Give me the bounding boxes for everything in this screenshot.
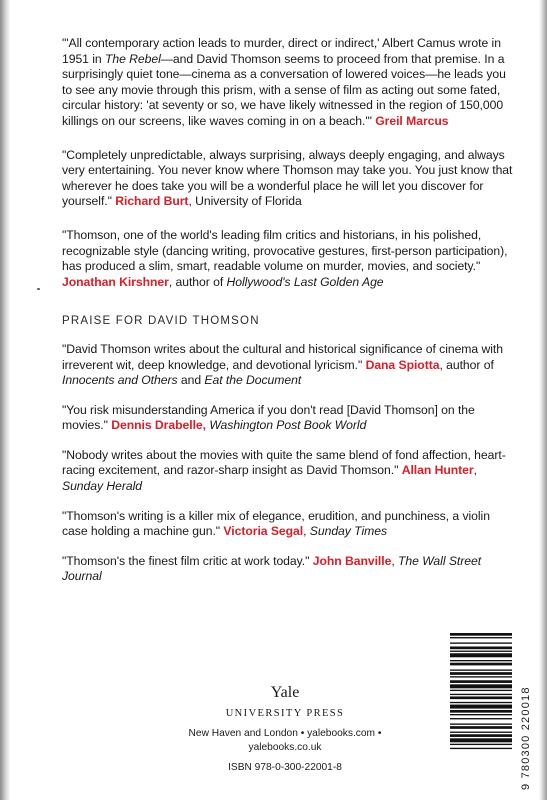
quote-text: and <box>177 373 205 388</box>
barcode-bar <box>450 744 512 745</box>
quotes-list <box>62 36 517 290</box>
barcode-bar <box>450 732 512 733</box>
quote-text: "Nobody writes about the movies with quite the same blend of fond affection, heart-racing excitement, and razor-sharp insight as David Thomson." <box>62 447 506 478</box>
quote-title-italic: Sunday Times <box>309 524 387 539</box>
barcode-bar <box>450 637 512 638</box>
barcode-bar <box>450 718 512 719</box>
praise-quote <box>62 403 517 434</box>
quote-title-italic: Washington Post Book World <box>209 418 367 433</box>
barcode-bar <box>450 734 512 737</box>
quote-attribution-name: Dana Spiotta <box>365 357 440 372</box>
quote-text: "Completely unpredictable, always surprising, always deeply engaging, and always very entertaining. You never know where Thomson may take you. You just know that wherever he does take you will be a wonderful place he will let you discover for yourself." <box>62 147 513 209</box>
praise-quote <box>62 342 517 389</box>
quote-attribution-name: Greil Marcus <box>375 113 449 128</box>
quote-text: , author of <box>439 357 494 372</box>
quote-title-italic: The Rebel <box>104 51 161 66</box>
barcode-bar <box>450 694 512 695</box>
quote-title-italic: Hollywood's Last Golden Age <box>226 274 384 289</box>
quote-attribution-name: Dennis Drabelle, <box>111 418 206 433</box>
quote-attribution-name: Victoria Segal <box>223 524 304 539</box>
isbn: ISBN 978-0-300-22001-8 <box>228 762 342 773</box>
barcode <box>450 633 512 783</box>
praise-list <box>62 342 517 585</box>
barcode-bar <box>450 647 512 650</box>
quote-title-italic: Eat the Document <box>204 373 302 388</box>
praise-quote <box>62 509 517 540</box>
barcode-bar <box>450 738 512 742</box>
page-edge-right <box>539 0 547 800</box>
quote-text: "Thomson, one of the world's leading film critics and historians, in his polished, recognizable style (dancing writing, provocative gestures, first-person participation), has produced a slim, smart, readable volume on murder, movies, and society." <box>62 227 508 274</box>
quote-text: "'All contemporary action leads to murder, direct or indirect,' Albert Camus wrote in 1951 in <box>62 36 501 66</box>
barcode-bar <box>450 642 512 643</box>
quote-attribution-name: Jonathan Kirshner <box>62 274 169 289</box>
quote-text: , author of <box>168 274 227 289</box>
barcode-bar <box>450 653 512 657</box>
quote-text: , <box>473 463 477 478</box>
barcode-bar <box>450 680 512 683</box>
quote-title-italic: Innocents and Others <box>62 373 178 388</box>
barcode-bar <box>450 748 512 749</box>
barcode-bar <box>450 705 512 709</box>
quote-attribution-name: Richard Burt <box>115 194 189 209</box>
blurb-quote <box>62 36 517 130</box>
blurb-quote <box>62 148 517 210</box>
barcode-bar <box>450 684 512 688</box>
barcode-bar <box>450 669 512 670</box>
barcode-bar <box>450 690 512 691</box>
blurb-quote <box>62 228 517 290</box>
quote-title-italic: Sunday Herald <box>62 479 142 494</box>
quote-text: "Thomson's writing is a killer mix of elegance, erudition, and punchiness, a violin case holding a machine gun." <box>62 508 490 539</box>
quote-text: "You risk misunderstanding America if you don't read [David Thomson] on the movies." <box>62 402 475 433</box>
publisher-locations: New Haven and London • yalebooks.com • yalebooks.co.uk <box>188 728 382 753</box>
praise-quote <box>62 554 517 585</box>
barcode-bar <box>450 663 512 666</box>
quote-text: , University of Florida <box>188 194 302 209</box>
barcode-bar <box>450 676 512 677</box>
quote-attribution-name: Allan Hunter <box>401 463 474 478</box>
barcode-bar <box>450 723 512 724</box>
publisher-block <box>170 684 400 775</box>
barcode-bar <box>450 660 512 661</box>
publisher-name: UNIVERSITY PRESS <box>225 708 345 719</box>
quote-attribution-name: John Banville <box>312 553 392 568</box>
quote-title-italic: The Wall Street Journal <box>62 553 482 584</box>
barcode-digits: 9 780300 220018 <box>520 686 532 790</box>
quote-text: —and David Thomson seems to proceed from that premise. In a surprisingly quiet tone—cinema as a conversation of lowered voices—he leads you to see any movie through this prism, with a sense of film as acting out some fated, circular history: 'at seventy or so, we have likely witnessed in the region of 150,000 killings on our screens, like waves coming in on a beach.'" <box>62 51 506 128</box>
barcode-bar <box>450 702 512 703</box>
barcode-bar <box>450 651 512 652</box>
publisher-logo: Yale <box>270 684 300 701</box>
quote-text: "David Thomson writes about the cultural and historical significance of cinema with irreverent wit, deep knowledge, and devotional lyricism." <box>62 341 503 372</box>
page-edge-left <box>0 0 10 800</box>
barcode-bar <box>450 633 512 636</box>
barcode-bar <box>450 726 512 729</box>
blurbs-column <box>62 36 517 599</box>
barcode-bar <box>450 714 512 715</box>
barcode-bar <box>450 710 512 713</box>
barcode-bar <box>450 672 512 675</box>
quote-text: , <box>391 553 399 568</box>
praise-quote <box>62 448 517 495</box>
praise-section-heading: PRAISE FOR DAVID THOMSON <box>62 315 260 328</box>
quote-text: "Thomson's the finest film critic at work today." <box>62 553 313 568</box>
quote-text: , <box>303 524 310 539</box>
print-speck <box>37 288 40 290</box>
barcode-bar <box>450 696 512 699</box>
